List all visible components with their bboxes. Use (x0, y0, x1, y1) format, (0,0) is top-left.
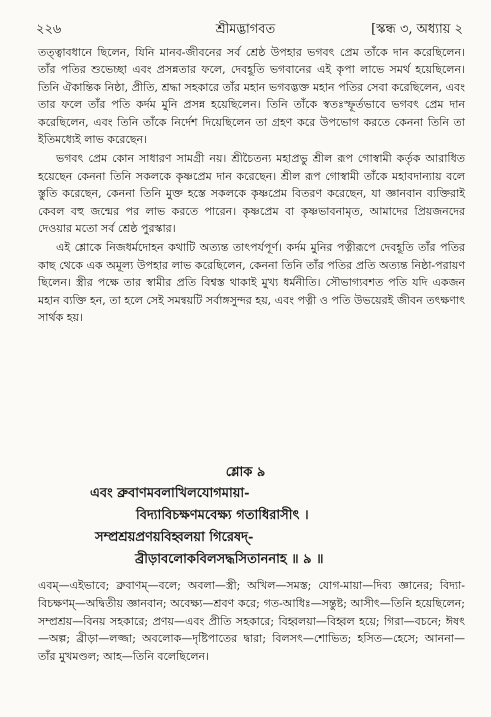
paragraph: এই শ্লোকে নিজধর্মদোহন কথাটি অত্যন্ত তাৎপর্যপূর্ণ। কর্দম মুনির পত্নীরূপে দেবহূতি তাঁর পতির কাছ থেকে এক অমূল্য উপহার লাভ করেছিলেন, কেননা তিনি তাঁর পতির প্রতি অত্যন্ত নিষ্ঠা-পরায়ণ ছিলেন। স্ত্রীর পক্ষে তার স্বামীর প্রতি বিশ্বস্ত থাকাই মুখ্য ধর্মনীতি। সৌভাগ্যবশত পতি যদি একজন মহান ব্যক্তি হন, তা হলে সেই সমন্বয়টি সর্বাঙ্গসুন্দর হয়, এবং পত্নী ও পতি উভয়েরই জীবন তৎক্ষণাৎ সার্থক হয়। (38, 241, 465, 325)
running-title: শ্রীমদ্ভাগবত (215, 22, 276, 37)
word-synonyms: এবম্—এইভাবে; ব্রুবাণম্—বলে; অবলা—স্ত্রী; অখিল—সমস্ত; যোগ-মায়া—দিব্য জ্ঞানের; বিদ্যা-বিচক্ষণম্—অদ্বিতীয় জ্ঞানবান; অবেক্ষ্য—শ্রবণ করে; গত-আধিঃ—সন্তুষ্ট; আসীৎ—তিনি হয়েছিলেন; সম্প্রশ্রয়—বিনয় সহকারে; প্রণয়—এবং প্রীতি সহকারে; বিহ্বলয়া—বিহ্বল হয়ে; গিরা—বচনে; ঈষৎ—অল্প; ব্রীড়া—লজ্জা; অবলোক—দৃষ্টিপাতের দ্বারা; বিলসৎ—শোভিত; হসিত—হেসে; আননা—তাঁর মুখমণ্ডল; আহ—তিনি বলেছিলেন। (38, 579, 465, 664)
verse-line: ব্রীড়াবলোকবিলসদ্ধসিতাননাহ ॥ ৯ ॥ (135, 552, 324, 567)
verse-title: শ্লোক ৯ (225, 465, 266, 480)
paragraph: ভগবৎ প্রেম কোন সাধারণ সামগ্রী নয়। শ্রীচৈতন্য মহাপ্রভু শ্রীল রূপ গোস্বামী কর্তৃক আরাধিত হয়েছেন কেননা তিনি সকলকে কৃষ্ণপ্রেম দান করেছেন। শ্রীল রূপ গোস্বামী তাঁকে মহাবদান্যায় বলে স্তুতি করেছেন, কেননা তিনি মুক্ত হস্তে সকলকে কৃষ্ণপ্রেম বিতরণ করেছেন, যা জ্ঞানবান ব্যক্তিরাই কেবল বহু জন্মের পর লাভ করতে পারেন। কৃষ্ণপ্রেম বা কৃষ্ণভাবনামৃত, আমাদের প্রিয়জনদের দেওয়ার মতো সর্ব শ্রেষ্ঠ পুরস্কার। (38, 152, 465, 236)
verse-line: এবং ব্রুবাণমবলাখিলযোগমায়া- (90, 486, 250, 501)
sanskrit-verse (40, 483, 461, 571)
purport-text (38, 44, 465, 329)
paragraph: তত্ত্বাবধানে ছিলেন, যিনি মানব-জীবনের সর্ব শ্রেষ্ঠ উপহার ভগবৎ প্রেম তাঁকে দান করেছিলেন। তাঁর পতির শুভেচ্ছা এবং প্রসন্নতার ফলে, দেবহূতি ভগবানের এই কৃপা লাভে সমর্থ হয়েছিলেন। তিনি ঐকান্তিক নিষ্ঠা, প্রীতি, শ্রদ্ধা সহকারে তাঁর মহান ভগবদ্ভক্ত মহান পতির সেবা করেছিলেন, এবং তার ফলে তাঁর পতি কর্দম মুনি প্রসন্ন হয়েছিলেন। তিনি তাঁকে স্বতঃস্ফূর্তভাবে ভগবৎ প্রেম দান করেছিলেন, এবং তিনি তাঁকে নির্দেশ দিয়েছিলেন তা গ্রহণ করে উপভোগ করতে কেননা তিনি তা ইতিমধ্যেই লাভ করেছেন। (38, 46, 465, 147)
verse-line: সম্প্রশ্রয়প্রণয়বিহ্বলয়া গিরেষদ্- (95, 530, 254, 545)
verse-line: বিদ্যাবিচক্ষণমবেক্ষ্য গতাধিরাসীৎ । (136, 508, 309, 523)
page-number: ২২৬ (36, 22, 62, 37)
chapter-reference: [স্কন্ধ ৩, অধ্যায় ২ (371, 22, 463, 37)
